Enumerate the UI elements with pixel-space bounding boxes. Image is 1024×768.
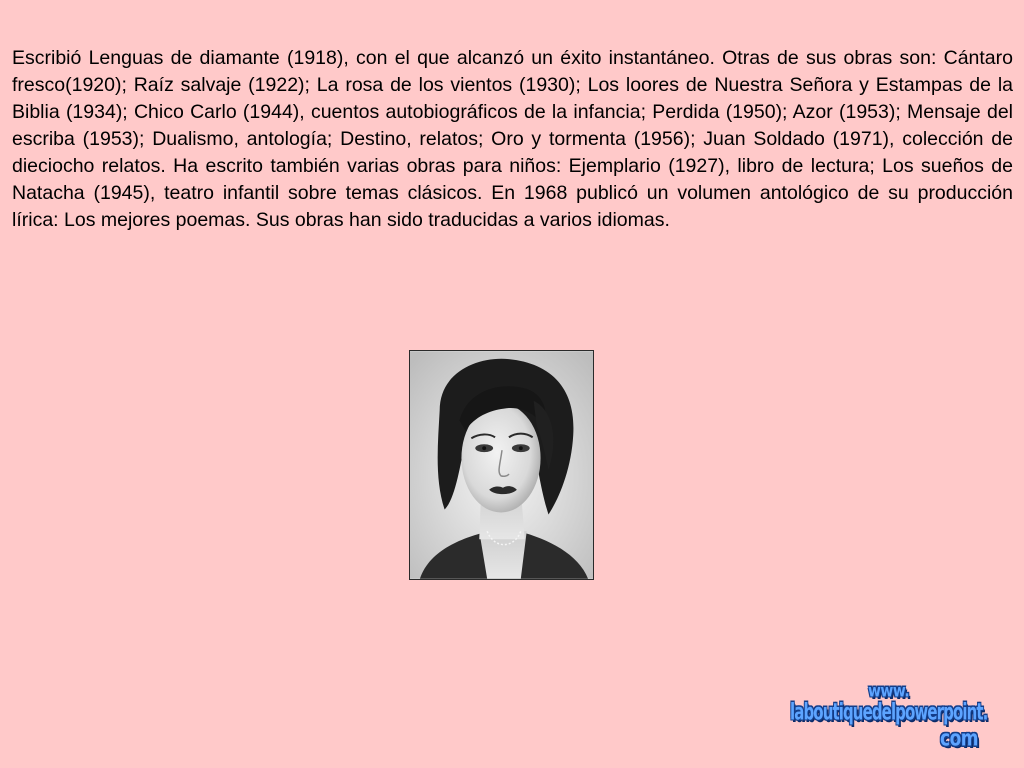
watermark-line-com: com <box>940 726 978 752</box>
portrait-image <box>410 351 593 579</box>
watermark-line-www: www. <box>868 682 910 702</box>
biography-paragraph: Escribió Lenguas de diamante (1918), con el que alcanzó un éxito instantáneo. Otras de sus obras son: Cántaro fresco(1920); Raíz salvaje (1922); La rosa de los vientos (1930); Los loores de Nuestra Señora y Estampas de la Biblia (1934); Chico Carlo (1944), cuentos autobiográficos de la infancia; Perdida (1950); Azor (1953); Mensaje del escriba (1953); Dualismo, antología; Destino, relatos; Oro y tormenta (1956); Juan Soldado (1971), colección de dieciocho relatos. Ha escrito también varias obras para niños: Ejemplario (1927), libro de lectura; Los sueños de Natacha (1945), teatro infantil sobre temas clásicos. En 1968 publicó un volumen antológico de su producción lírica: Los mejores poemas. Sus obras han sido traducidas a varios idiomas. <box>12 47 1013 231</box>
website-watermark <box>790 682 990 754</box>
portrait-photo <box>409 350 594 580</box>
watermark-line-domain: laboutiquedelpowerpoint. <box>790 699 988 726</box>
